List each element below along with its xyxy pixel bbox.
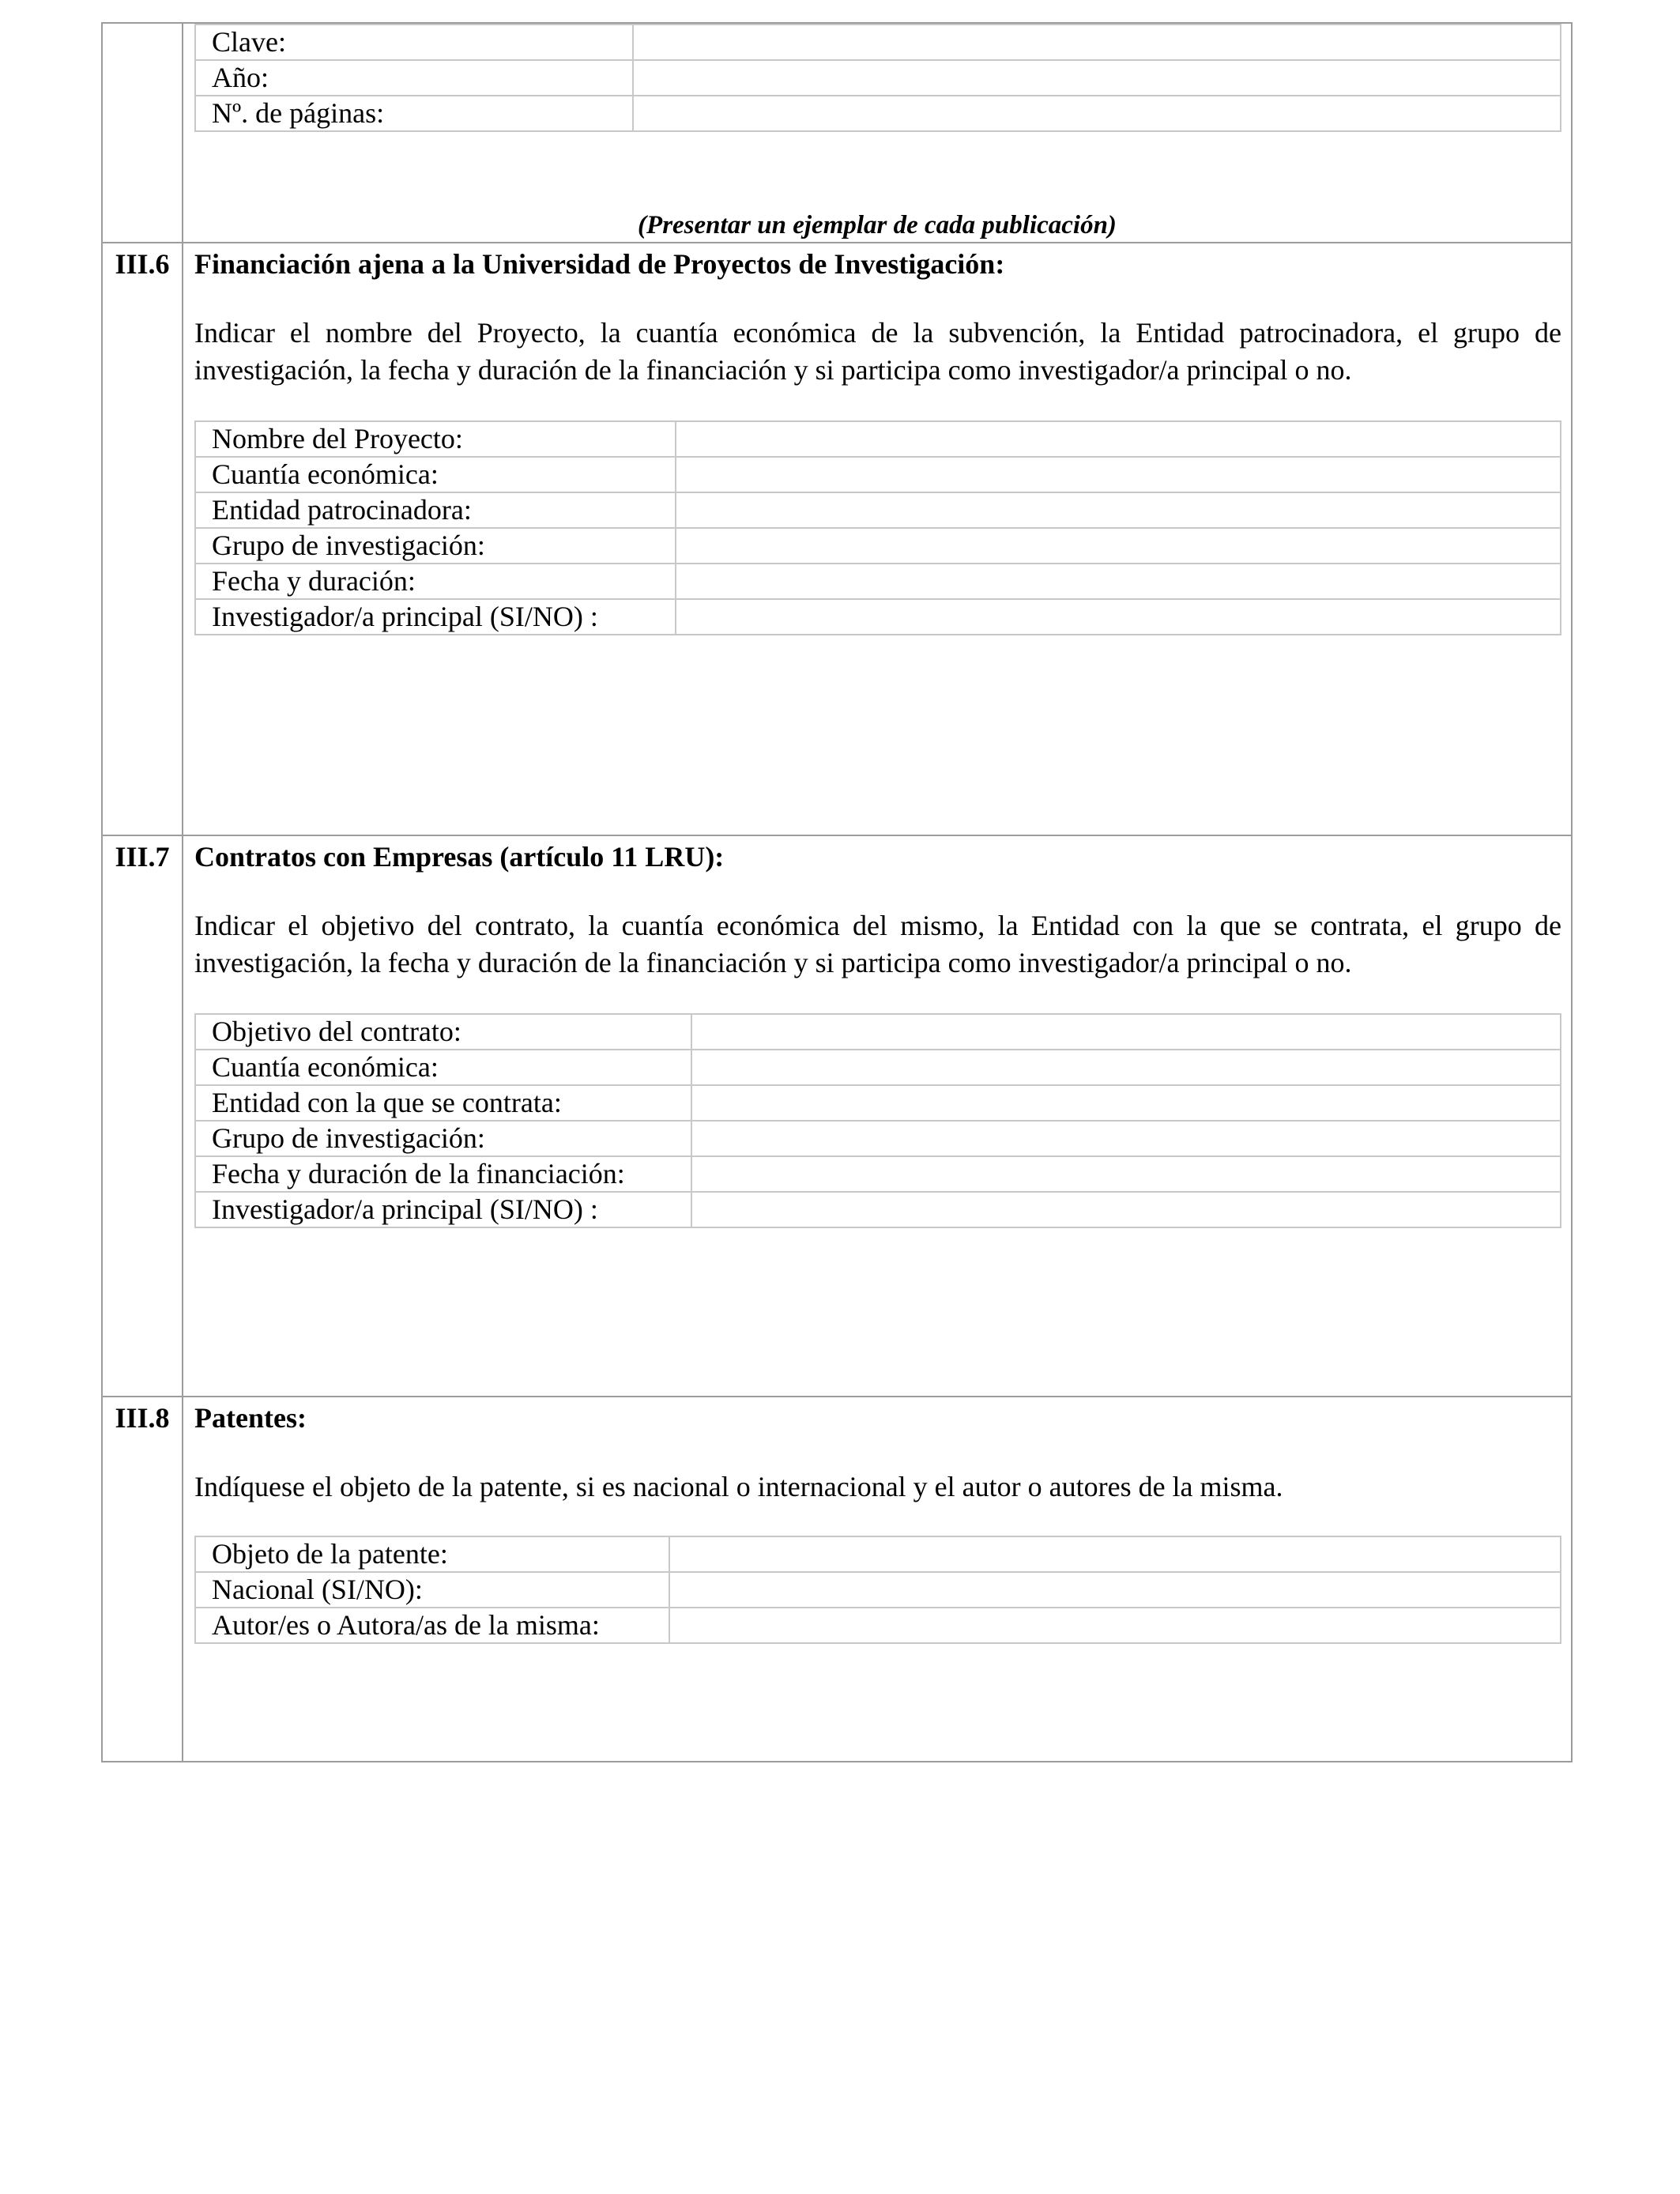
field-label: Grupo de investigación:	[195, 528, 676, 564]
section-body	[183, 1397, 1571, 1761]
project-fields-table	[194, 420, 1561, 635]
section-title: Patentes:	[194, 1402, 307, 1434]
field-value-cell[interactable]	[669, 1608, 1561, 1643]
section-title: Contratos con Empresas (artículo 11 LRU):	[194, 841, 725, 873]
field-label: Año:	[195, 60, 633, 96]
section-number: III.8	[103, 1397, 183, 1761]
table-row	[195, 1608, 1561, 1643]
table-row	[195, 1572, 1561, 1608]
table-row	[195, 528, 1561, 564]
field-value-cell[interactable]	[676, 599, 1561, 635]
patent-fields-table	[194, 1536, 1561, 1644]
field-label: Cuantía económica:	[195, 1050, 691, 1085]
section-number: III.6	[103, 243, 183, 835]
field-label: Investigador/a principal (SI/NO) :	[195, 1192, 691, 1227]
field-label: Fecha y duración de la financiación:	[195, 1156, 691, 1192]
table-row	[195, 599, 1561, 635]
section-title: Financiación ajena a la Universidad de Proyectos de Investigación:	[194, 248, 1005, 280]
table-row	[195, 25, 1561, 60]
field-value-cell[interactable]	[691, 1156, 1561, 1192]
table-row	[195, 1050, 1561, 1085]
field-label: Objetivo del contrato:	[195, 1014, 691, 1050]
field-label: Investigador/a principal (SI/NO) :	[195, 599, 676, 635]
table-row	[195, 421, 1561, 457]
section-iii-8	[103, 1396, 1571, 1761]
field-label: Nacional (SI/NO):	[195, 1572, 669, 1608]
field-value-cell[interactable]	[676, 528, 1561, 564]
publication-fields-table	[194, 24, 1561, 132]
field-value-cell[interactable]	[691, 1014, 1561, 1050]
field-value-cell[interactable]	[676, 492, 1561, 528]
field-value-cell[interactable]	[676, 457, 1561, 492]
table-row	[195, 1085, 1561, 1121]
table-row	[195, 96, 1561, 131]
field-label: Nombre del Proyecto:	[195, 421, 676, 457]
table-row	[195, 1536, 1561, 1572]
table-row	[195, 60, 1561, 96]
section-publication-continued	[103, 24, 1571, 242]
table-row	[195, 1014, 1561, 1050]
table-row	[195, 564, 1561, 599]
field-label: Clave:	[195, 25, 633, 60]
field-value-cell[interactable]	[691, 1121, 1561, 1156]
publication-note: (Presentar un ejemplar de cada publicación)	[638, 211, 1117, 239]
form-table	[101, 22, 1573, 1762]
field-label: Objeto de la patente:	[195, 1536, 669, 1572]
field-value-cell[interactable]	[633, 25, 1561, 60]
section-description: Indicar el objetivo del contrato, la cuantía económica del mismo, la Entidad con la que se contrata, el grupo de investigación, la fecha y duración de la financiación y si participa como investigador/a principal o no.	[194, 910, 1561, 978]
field-value-cell[interactable]	[633, 60, 1561, 96]
table-row	[195, 1192, 1561, 1227]
section-iii-7	[103, 835, 1571, 1396]
field-value-cell[interactable]	[676, 564, 1561, 599]
field-value-cell[interactable]	[691, 1085, 1561, 1121]
field-label: Autor/es o Autora/as de la misma:	[195, 1608, 669, 1643]
section-description: Indíquese el objeto de la patente, si es nacional o internacional y el autor o autores de la misma.	[194, 1471, 1283, 1502]
table-row	[195, 457, 1561, 492]
field-label: Entidad patrocinadora:	[195, 492, 676, 528]
field-label: Fecha y duración:	[195, 564, 676, 599]
field-value-cell[interactable]	[691, 1050, 1561, 1085]
section-body	[183, 836, 1571, 1396]
section-description: Indicar el nombre del Proyecto, la cuantía económica de la subvención, la Entidad patrocinadora, el grupo de investigación, la fecha y duración de la financiación y si participa como investigador/a principal o no.	[194, 317, 1561, 386]
table-row	[195, 1121, 1561, 1156]
field-value-cell[interactable]	[633, 96, 1561, 131]
field-label: Cuantía económica:	[195, 457, 676, 492]
section-number-cell	[103, 24, 183, 242]
field-value-cell[interactable]	[669, 1536, 1561, 1572]
section-iii-6	[103, 242, 1571, 835]
section-number: III.7	[103, 836, 183, 1396]
section-body	[183, 243, 1571, 835]
field-value-cell[interactable]	[669, 1572, 1561, 1608]
contract-fields-table	[194, 1013, 1561, 1228]
field-label: Entidad con la que se contrata:	[195, 1085, 691, 1121]
field-value-cell[interactable]	[676, 421, 1561, 457]
section-body	[183, 24, 1571, 242]
table-row	[195, 492, 1561, 528]
field-value-cell[interactable]	[691, 1192, 1561, 1227]
field-label: Grupo de investigación:	[195, 1121, 691, 1156]
table-row	[195, 1156, 1561, 1192]
field-label: Nº. de páginas:	[195, 96, 633, 131]
